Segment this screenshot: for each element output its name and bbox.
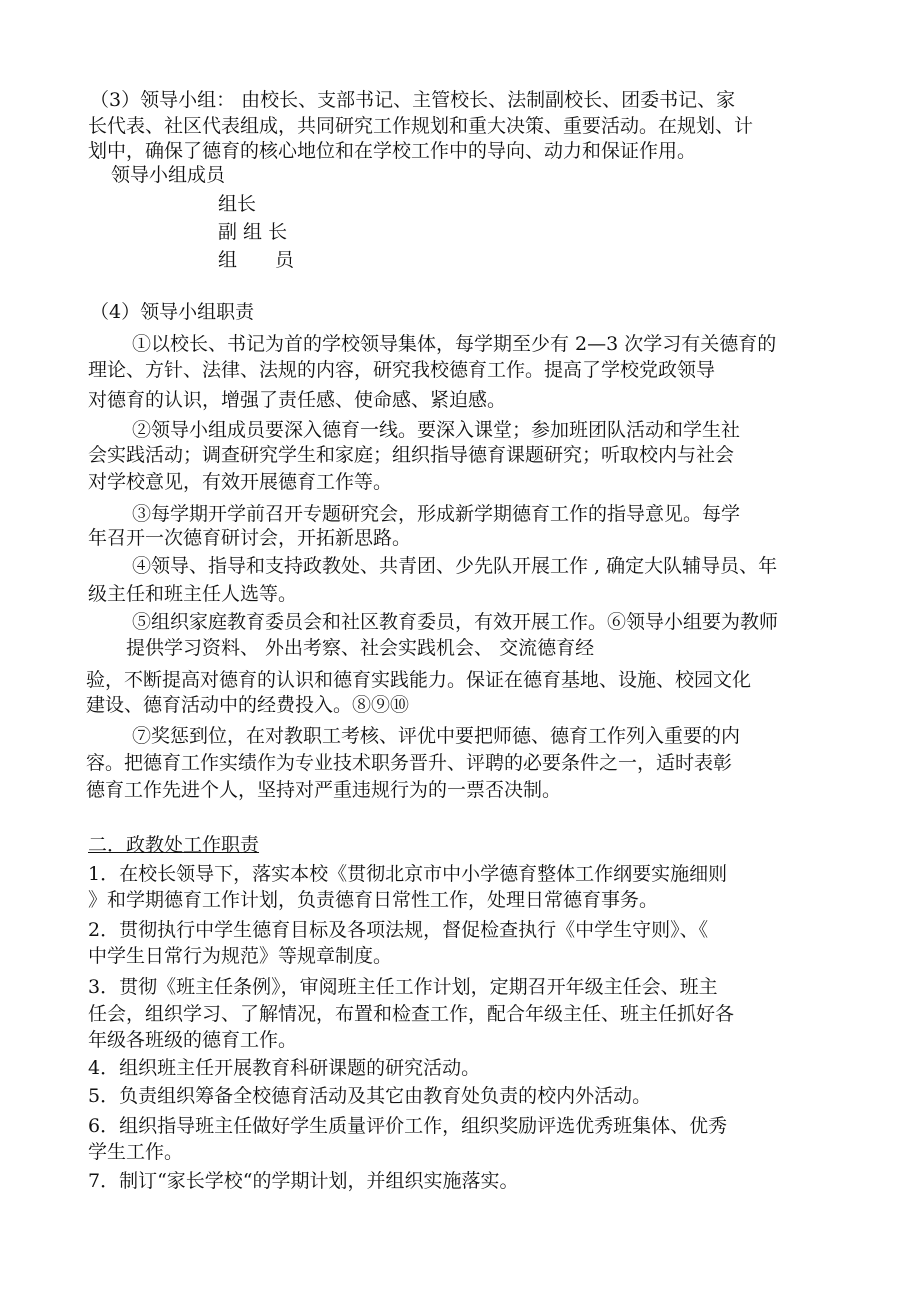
role-member: 组 员: [218, 249, 295, 271]
text-line: ④领导、指导和支持政教处、共青团、少先队开展工作 , 确定大队辅导员、年: [132, 555, 778, 577]
list-item: 5．负责组织筹备全校德育活动及其它由教育处负责的校内外活动。: [88, 1085, 652, 1107]
list-item: 3．贯彻《班主任条例》，审阅班主任工作计划，定期召开年级主任会、班主: [88, 976, 718, 998]
list-item: 4．组织班主任开展教育科研课题的研究活动。: [88, 1057, 481, 1079]
list-item: 年级各班级的德育工作。: [88, 1029, 298, 1051]
list-item: 任会，组织学习、了解情况，布置和检查工作，配合年级主任、班主任抓好各: [88, 1003, 735, 1025]
list-item: 7．制订“家长学校“的学期计划，并组织实施落实。: [88, 1170, 519, 1192]
text-line: 对德育的认识，增强了责任感、使命感、紧迫感。: [88, 389, 507, 411]
section-heading: 二．政教处工作职责: [88, 834, 260, 856]
text-line: 长代表、社区代表组成，共同研究工作规划和重大决策、重要活动。在规划、计: [88, 115, 754, 137]
list-item: 1．在校长领导下，落实本校《贯彻北京市中小学德育整体工作纲要实施细则: [88, 863, 728, 885]
text-line: 提供学习资料、 外出考察、社会实践机会、 交流德育经: [126, 637, 595, 659]
text-line: （3）领导小组： 由校长、支部书记、主管校长、法制副校长、团委书记、家: [90, 89, 736, 111]
role-vice-leader: 副 组 长: [218, 221, 288, 243]
text-line: ⑦奖惩到位，在对教职工考核、评优中要把师德、德育工作列入重要的内: [132, 725, 741, 747]
text-line: 验，不断提高对德育的认识和德育实践能力。保证在德育基地、设施、校园文化: [86, 669, 752, 691]
text-line: 容。把德育工作实绩作为专业技术职务晋升、评聘的必要条件之一，适时表彰: [86, 752, 733, 774]
text-line: 理论、方针、法律、法规的内容，研究我校德育工作。提高了学校党政领导: [88, 359, 716, 381]
list-item: 6．组织指导班主任做好学生质量评价工作，组织奖励评选优秀班集体、优秀: [88, 1115, 728, 1137]
text-line: 级主任和班主任人选等。: [88, 583, 298, 605]
text-line: 会实践活动；调查研究学生和家庭；组织指导德育课题研究；听取校内与社会: [88, 444, 735, 466]
role-leader: 组长: [218, 193, 257, 215]
list-item: 中学生日常行为规范》等规章制度。: [88, 945, 393, 967]
section-heading: （4）领导小组职责: [90, 301, 255, 323]
text-line: ⑤组织家庭教育委员会和社区教育委员，有效开展工作。⑥领导小组要为教师: [132, 611, 779, 633]
list-item: 学生工作。: [88, 1141, 184, 1163]
text-line: ②领导小组成员要深入德育一线。要深入课堂；参加班团队活动和学生社: [132, 419, 741, 441]
list-item: 》和学期德育工作计划，负责德育日常性工作，处理日常德育事务。: [88, 889, 659, 911]
text-line: 建设、德育活动中的经费投入。⑧⑨⑩: [86, 694, 410, 716]
text-line: ③每学期开学前召开专题研究会，形成新学期德育工作的指导意见。每学: [132, 503, 741, 525]
text-line: 划中，确保了德育的核心地位和在学校工作中的导向、动力和保证作用。: [88, 140, 697, 162]
list-item: 2．贯彻执行中学生德育目标及各项法规，督促检查执行《中学生守则》、《: [88, 919, 709, 941]
text-line: 德育工作先进个人，坚持对严重违规行为的一票否决制。: [86, 779, 562, 801]
text-line: 年召开一次德育研讨会，开拓新思路。: [88, 527, 412, 549]
text-line: 对学校意见，有效开展德育工作等。: [88, 471, 393, 493]
members-title: 领导小组成员: [111, 164, 226, 186]
text-line: ①以校长、书记为首的学校领导集体，每学期至少有 2—3 次学习有关德育的: [132, 333, 777, 355]
